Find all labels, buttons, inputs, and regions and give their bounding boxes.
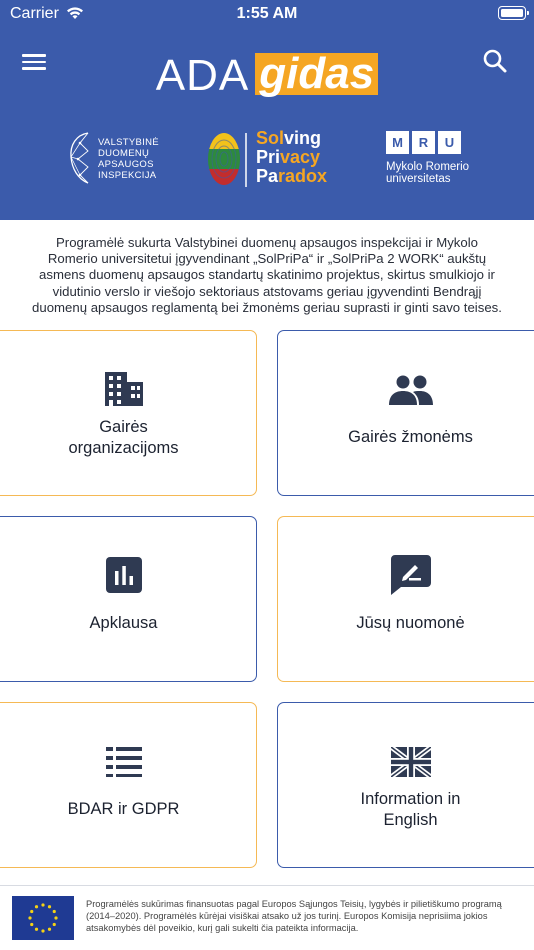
eu-star-icon — [53, 923, 56, 926]
eu-star-icon — [41, 903, 44, 906]
mru-logo: M R U Mykolo Romerio universitetas — [386, 131, 506, 191]
people-icon — [389, 375, 433, 405]
bar-chart-icon — [106, 557, 142, 593]
card-label: organizacijoms — [68, 439, 179, 457]
eu-star-icon — [53, 910, 56, 913]
vdai-emblem-icon — [68, 129, 96, 187]
list-icon — [106, 747, 142, 777]
eu-star-icon — [48, 928, 51, 931]
card-label: Gairės žmonėms — [348, 428, 473, 446]
eu-star-icon — [30, 923, 33, 926]
feedback-icon — [391, 555, 431, 595]
card-guidelines-organizations[interactable] — [0, 330, 257, 496]
status-clock: 1:55 AM — [236, 5, 298, 22]
card-your-opinion[interactable] — [277, 516, 534, 682]
card-label: Apklausa — [89, 614, 158, 632]
battery-icon — [498, 6, 526, 20]
card-bdar-gdpr[interactable] — [0, 702, 257, 868]
eu-star-icon — [28, 916, 31, 919]
fingerprint-flag-icon — [204, 129, 248, 189]
app-logo — [0, 50, 534, 102]
logo-gidas-text: gidas — [255, 53, 378, 95]
footer-text: Programėlės sukūrimas finansuotas pagal Europos Sąjungos Teisių, lygybės ir pilietiškumo programą (2014–2020). Programėlės kūrėjai visiškai atsako už jos turinį. Europos Komisija neprisiima jokios atsakomybės dėl poveikio, kurį gali sukelti čia pateikta informacija. — [86, 899, 502, 933]
building-icon — [104, 371, 144, 407]
eu-star-icon — [35, 928, 38, 931]
intro-text: Programėlė sukurta Valstybinei duomenų apsaugos inspekcijai ir Mykolo Romerio universitetui įgyvendinant „SolPriPa“ ir „SolPriPa 2 WORK“ aukštų asmens duomenų apsaugos standartų skatinimo projektus, skirtus smulkiojo ir vidutinio verslo ir viešojo sektoriaus atstovams geriau įgyvendinti Bendrąjį duomenų apsaugos reglamentą bei žmonėms geriau suprasti ir ginti savo teises. — [32, 235, 502, 315]
funding-footer — [0, 885, 534, 950]
carrier-label: Carrier — [10, 5, 59, 22]
partner-logos — [0, 125, 534, 195]
app-header — [0, 0, 534, 220]
eu-flag-icon — [12, 896, 74, 940]
eu-star-icon — [54, 916, 57, 919]
card-label: English — [383, 811, 438, 829]
card-information-english[interactable] — [277, 702, 534, 868]
logo-ada-text: ADA — [155, 51, 250, 100]
solving-privacy-paradox-logo: Solving Privacy Paradox — [204, 127, 334, 189]
card-guidelines-people[interactable] — [277, 330, 534, 496]
vdai-logo: VALSTYBINĖ DUOMENŲ APSAUGOS INSPEKCIJA — [68, 129, 178, 189]
eu-star-icon — [41, 929, 44, 932]
eu-star-icon — [48, 905, 51, 908]
card-survey[interactable] — [0, 516, 257, 682]
card-label: Information in — [360, 790, 461, 808]
eu-star-icon — [30, 910, 33, 913]
uk-flag-icon — [391, 747, 431, 777]
eu-star-icon — [35, 905, 38, 908]
card-label: Gairės — [99, 418, 148, 436]
card-label: Jūsų nuomonė — [356, 614, 465, 632]
card-label: BDAR ir GDPR — [67, 800, 180, 818]
status-bar — [0, 0, 534, 28]
